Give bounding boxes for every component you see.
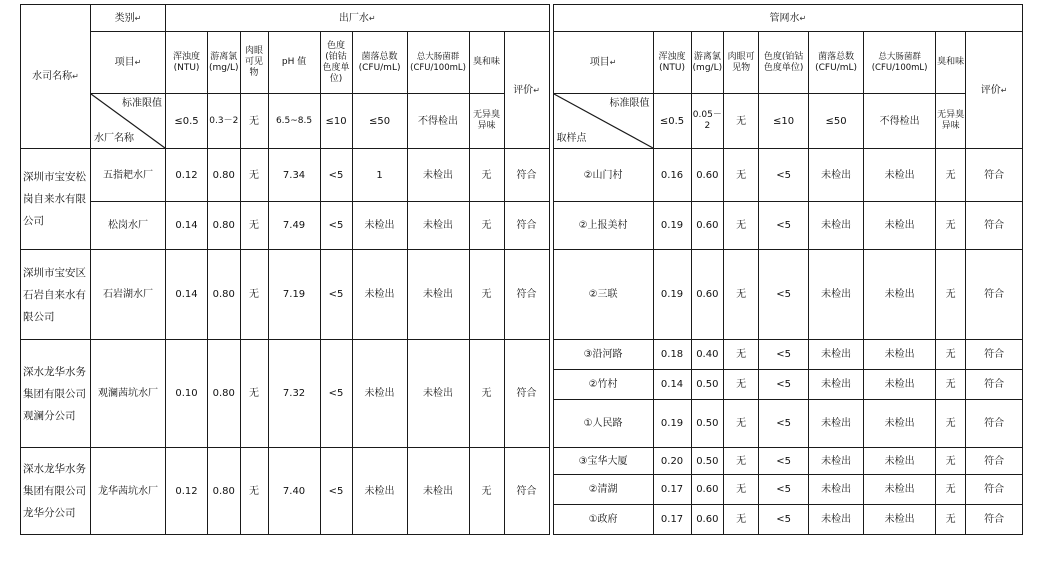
outlet-cell: 未检出: [407, 340, 469, 448]
outlet-evaluation: 符合: [504, 250, 549, 340]
outlet-item-ph: pH 值: [268, 32, 320, 94]
outlet-cell: 无: [240, 448, 268, 535]
outlet-cell: 无: [469, 250, 504, 340]
outlet-water-header: 出厂水↵: [166, 5, 550, 32]
outlet-cell: <5: [320, 250, 352, 340]
plant-name: 龙华茜坑水厂: [91, 448, 166, 535]
network-cell: 未检出: [864, 448, 936, 475]
network-evaluation: 符合: [966, 400, 1023, 448]
network-cell: <5: [759, 400, 809, 448]
network-limit-colony: ≤50: [809, 94, 864, 149]
company-guanlan: 深水龙华水务集团有限公司观澜分公司: [21, 340, 91, 448]
network-cell: <5: [759, 250, 809, 340]
outlet-cell: 未检出: [407, 448, 469, 535]
sampling-point: ②三联: [553, 250, 653, 340]
sampling-point: ②山门村: [553, 149, 653, 202]
network-cell: 无: [936, 448, 966, 475]
outlet-cell: 0.10: [166, 340, 208, 448]
outlet-item-free-chlorine: 游离氯(mg/L): [208, 32, 241, 94]
network-cell: 未检出: [864, 250, 936, 340]
network-item-color: 色度(铂钴色度单位): [759, 32, 809, 94]
network-cell: 无: [724, 475, 759, 505]
network-evaluation: 符合: [966, 505, 1023, 535]
network-diagonal-header: [553, 94, 653, 149]
network-limit-chlorine: 0.05－2: [691, 94, 724, 149]
outlet-cell: 7.34: [268, 149, 320, 202]
outlet-item-turbidity: 浑浊度(NTU): [166, 32, 208, 94]
network-cell: <5: [759, 202, 809, 250]
network-item-turbidity: 浑浊度(NTU): [653, 32, 691, 94]
table-row: [21, 340, 1023, 370]
network-cell: 0.50: [691, 370, 724, 400]
network-cell: 无: [936, 149, 966, 202]
network-cell: 无: [936, 340, 966, 370]
network-cell: <5: [759, 370, 809, 400]
network-limit-coliform: 不得检出: [864, 94, 936, 149]
network-limit-odor: 无异臭异味: [936, 94, 966, 149]
network-cell: 0.17: [653, 475, 691, 505]
network-evaluation: 符合: [966, 475, 1023, 505]
outlet-item-visible-matter: 肉眼可见物: [240, 32, 268, 94]
network-limit-visible: 无: [724, 94, 759, 149]
outlet-cell: 无: [469, 340, 504, 448]
network-cell: <5: [759, 149, 809, 202]
outlet-plant-label: 水厂名称: [94, 133, 134, 144]
network-evaluation: 符合: [966, 149, 1023, 202]
table-row: [21, 250, 1023, 340]
network-cell: 未检出: [864, 370, 936, 400]
outlet-cell: <5: [320, 202, 352, 250]
sampling-point: ③沿河路: [553, 340, 653, 370]
network-cell: 0.60: [691, 250, 724, 340]
network-cell: 0.17: [653, 505, 691, 535]
outlet-cell: 无: [240, 250, 268, 340]
outlet-item-odor: 臭和味: [469, 32, 504, 94]
network-cell: 0.20: [653, 448, 691, 475]
network-cell: 无: [724, 149, 759, 202]
network-item-free-chlorine: 游离氯(mg/L): [691, 32, 724, 94]
outlet-cell: 无: [240, 340, 268, 448]
outlet-cell: 0.80: [208, 448, 241, 535]
network-evaluation-header: 评价↵: [966, 32, 1023, 149]
network-cell: <5: [759, 475, 809, 505]
network-evaluation: 符合: [966, 250, 1023, 340]
network-item-colony-count: 菌落总数(CFU/mL): [809, 32, 864, 94]
outlet-cell: 0.12: [166, 448, 208, 535]
network-cell: 0.60: [691, 149, 724, 202]
network-cell: 0.16: [653, 149, 691, 202]
network-limit-label: 标准限值: [609, 98, 650, 109]
network-limit-color: ≤10: [759, 94, 809, 149]
outlet-cell: 未检出: [407, 202, 469, 250]
outlet-cell: 无: [469, 448, 504, 535]
network-cell: 无: [936, 250, 966, 340]
outlet-limit-ph: 6.5~8.5: [268, 94, 320, 149]
network-cell: 0.18: [653, 340, 691, 370]
outlet-cell: 无: [240, 202, 268, 250]
outlet-evaluation: 符合: [504, 202, 549, 250]
network-cell: 未检出: [809, 475, 864, 505]
outlet-cell: 0.14: [166, 202, 208, 250]
network-cell: 0.14: [653, 370, 691, 400]
outlet-cell: 7.32: [268, 340, 320, 448]
network-item-visible-matter: 肉眼可见物: [724, 32, 759, 94]
outlet-diagonal-header: [91, 94, 166, 149]
header-row-category: [21, 5, 1023, 32]
network-cell: 未检出: [864, 400, 936, 448]
outlet-cell: 0.80: [208, 250, 241, 340]
network-cell: 未检出: [864, 149, 936, 202]
outlet-cell: 0.80: [208, 149, 241, 202]
network-cell: 无: [724, 400, 759, 448]
network-cell: 无: [724, 448, 759, 475]
water-quality-document: [20, 4, 1023, 535]
outlet-item-header: 项目↵: [91, 32, 166, 94]
network-cell: 0.19: [653, 250, 691, 340]
outlet-cell: 未检出: [407, 250, 469, 340]
header-row-items: [21, 32, 1023, 94]
sampling-point: ②竹村: [553, 370, 653, 400]
network-cell: 0.60: [691, 202, 724, 250]
outlet-limit-colony: ≤50: [352, 94, 407, 149]
outlet-evaluation: 符合: [504, 448, 549, 535]
network-cell: 未检出: [864, 340, 936, 370]
plant-name: 松岗水厂: [91, 202, 166, 250]
outlet-cell: 无: [469, 202, 504, 250]
network-evaluation: 符合: [966, 340, 1023, 370]
outlet-cell: 0.12: [166, 149, 208, 202]
network-cell: 未检出: [809, 340, 864, 370]
network-cell: 未检出: [809, 202, 864, 250]
network-cell: 无: [724, 250, 759, 340]
network-cell: 0.60: [691, 475, 724, 505]
outlet-limit-odor: 无异臭异味: [469, 94, 504, 149]
sampling-point: ①人民路: [553, 400, 653, 448]
outlet-evaluation: 符合: [504, 149, 549, 202]
network-cell: 无: [936, 370, 966, 400]
outlet-limit-chlorine: 0.3－2: [208, 94, 241, 149]
outlet-cell: 7.40: [268, 448, 320, 535]
plant-name: 五指耙水厂: [91, 149, 166, 202]
outlet-cell: 0.80: [208, 202, 241, 250]
outlet-cell: 未检出: [352, 202, 407, 250]
table-row: [21, 149, 1023, 202]
network-cell: 无: [724, 505, 759, 535]
company-longhua: 深水龙华水务集团有限公司龙华分公司: [21, 448, 91, 535]
network-cell: 无: [936, 202, 966, 250]
network-cell: 无: [724, 340, 759, 370]
table-row: [21, 202, 1023, 250]
network-cell: 未检出: [809, 370, 864, 400]
outlet-limit-turbidity: ≤0.5: [166, 94, 208, 149]
outlet-cell: 7.49: [268, 202, 320, 250]
network-cell: 未检出: [809, 149, 864, 202]
outlet-cell: <5: [320, 149, 352, 202]
network-cell: 无: [936, 400, 966, 448]
network-cell: 未检出: [864, 505, 936, 535]
network-cell: 0.60: [691, 505, 724, 535]
outlet-cell: 0.80: [208, 340, 241, 448]
outlet-cell: 未检出: [352, 250, 407, 340]
plant-name: 石岩湖水厂: [91, 250, 166, 340]
outlet-cell: <5: [320, 340, 352, 448]
outlet-limit-color: ≤10: [320, 94, 352, 149]
sampling-point: ①政府: [553, 505, 653, 535]
network-water-header: 管网水↵: [553, 5, 1023, 32]
outlet-limit-label: 标准限值: [122, 98, 162, 109]
network-evaluation: 符合: [966, 448, 1023, 475]
network-cell: <5: [759, 505, 809, 535]
network-cell: 未检出: [809, 400, 864, 448]
outlet-evaluation-header: 评价↵: [504, 32, 549, 149]
network-item-odor: 臭和味: [936, 32, 966, 94]
network-cell: 0.50: [691, 400, 724, 448]
outlet-evaluation: 符合: [504, 340, 549, 448]
sampling-point: ③宝华大厦: [553, 448, 653, 475]
sampling-point: ②上报美村: [553, 202, 653, 250]
plant-name: 观澜茜坑水厂: [91, 340, 166, 448]
network-cell: 未检出: [809, 448, 864, 475]
network-evaluation: 符合: [966, 370, 1023, 400]
company-name-header: 水司名称↵: [21, 5, 91, 149]
outlet-limit-coliform: 不得检出: [407, 94, 469, 149]
sampling-point: ②清湖: [553, 475, 653, 505]
company-shiyan: 深圳市宝安区石岩自来水有限公司: [21, 250, 91, 340]
outlet-limit-visible: 无: [240, 94, 268, 149]
network-cell: <5: [759, 448, 809, 475]
outlet-cell: 未检出: [352, 448, 407, 535]
network-cell: 0.19: [653, 202, 691, 250]
network-cell: 0.40: [691, 340, 724, 370]
outlet-cell: <5: [320, 448, 352, 535]
network-evaluation: 符合: [966, 202, 1023, 250]
network-cell: 0.50: [691, 448, 724, 475]
network-limit-turbidity: ≤0.5: [653, 94, 691, 149]
outlet-cell: 1: [352, 149, 407, 202]
network-cell: <5: [759, 340, 809, 370]
network-cell: 无: [936, 505, 966, 535]
outlet-cell: 无: [469, 149, 504, 202]
outlet-cell: 无: [240, 149, 268, 202]
network-item-coliform: 总大肠菌群(CFU/100mL): [864, 32, 936, 94]
network-cell: 无: [724, 202, 759, 250]
outlet-cell: 0.14: [166, 250, 208, 340]
network-cell: 0.19: [653, 400, 691, 448]
category-header: 类别↵: [91, 5, 166, 32]
network-cell: 未检出: [864, 475, 936, 505]
outlet-item-colony-count: 菌落总数(CFU/mL): [352, 32, 407, 94]
outlet-cell: 未检出: [352, 340, 407, 448]
outlet-cell: 7.19: [268, 250, 320, 340]
water-quality-table: [20, 4, 1023, 535]
network-point-label: 取样点: [556, 133, 587, 144]
outlet-item-color: 色度(铂钴色度单位): [320, 32, 352, 94]
table-row: [21, 448, 1023, 475]
company-songgang: 深圳市宝安松岗自来水有限公司: [21, 149, 91, 250]
outlet-item-coliform: 总大肠菌群(CFU/100mL): [407, 32, 469, 94]
network-cell: 无: [724, 370, 759, 400]
network-cell: 未检出: [809, 250, 864, 340]
network-cell: 未检出: [864, 202, 936, 250]
network-cell: 无: [936, 475, 966, 505]
network-item-header: 项目↵: [553, 32, 653, 94]
outlet-cell: 未检出: [407, 149, 469, 202]
network-cell: 未检出: [809, 505, 864, 535]
